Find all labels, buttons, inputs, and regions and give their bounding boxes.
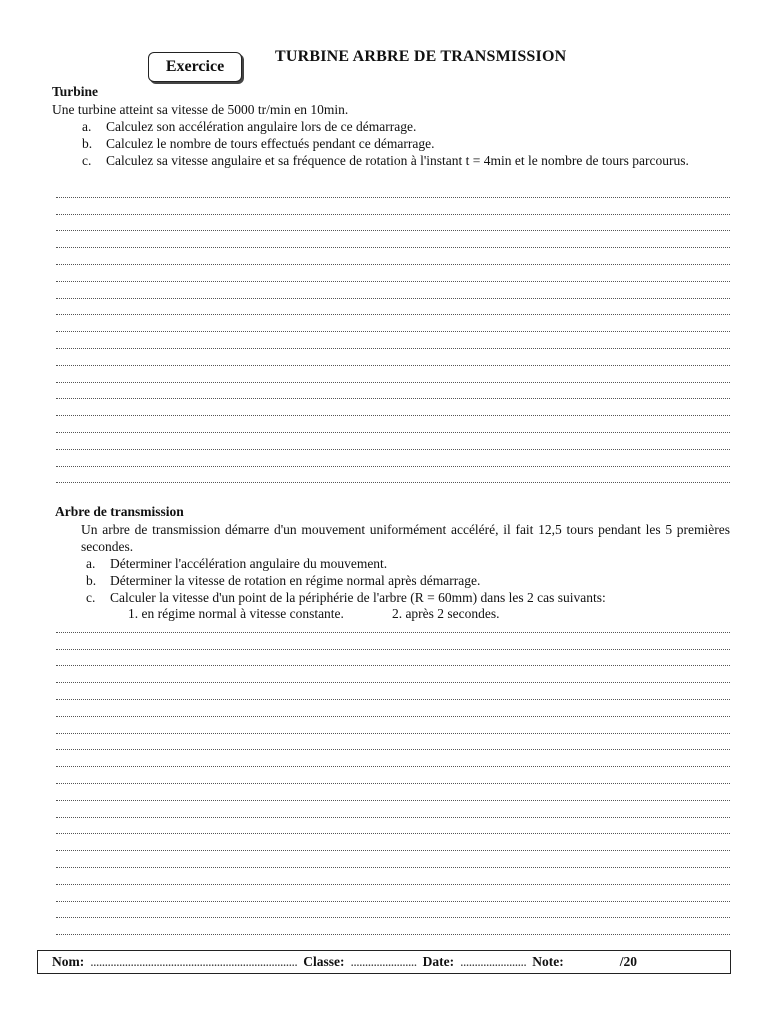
answer-line[interactable]: [56, 889, 730, 906]
section-arbre-questions: [86, 555, 730, 606]
answer-line[interactable]: [56, 252, 730, 269]
answer-line[interactable]: [56, 822, 730, 839]
question-text: Calculez son accélération angulaire lors de ce démarrage.: [106, 119, 417, 134]
answer-line[interactable]: [56, 788, 730, 805]
answer-line[interactable]: [56, 738, 730, 755]
answer-line[interactable]: [56, 269, 730, 286]
date-field[interactable]: .......................: [460, 954, 527, 969]
answer-line[interactable]: [56, 219, 730, 236]
question-marker: c.: [86, 590, 96, 605]
answer-line[interactable]: [56, 319, 730, 336]
name-field[interactable]: ........................................................................: [90, 954, 298, 969]
answer-line[interactable]: [56, 454, 730, 471]
answer-line[interactable]: [56, 286, 730, 303]
answer-line[interactable]: [56, 872, 730, 889]
answer-line[interactable]: [56, 620, 730, 637]
question-item: [82, 152, 730, 169]
sub-item: 2. après 2 secondes.: [391, 606, 500, 621]
answer-line[interactable]: [56, 906, 730, 923]
answer-line[interactable]: [56, 403, 730, 420]
page-title: TURBINE ARBRE DE TRANSMISSION: [275, 48, 567, 65]
question-text: Calculez sa vitesse angulaire et sa fréquence de rotation à l'instant t = 4min et le nombre de tours parcourus.: [106, 153, 689, 168]
section-arbre-heading: Arbre de transmission: [55, 504, 184, 519]
answer-line[interactable]: [56, 855, 730, 872]
class-field[interactable]: .......................: [350, 954, 417, 969]
answer-line[interactable]: [56, 303, 730, 320]
question-marker: b.: [86, 573, 97, 588]
question-item: [86, 589, 730, 606]
student-info-footer: [37, 950, 731, 974]
answer-line[interactable]: [56, 922, 730, 939]
question-item: [86, 555, 730, 572]
answer-line[interactable]: [56, 387, 730, 404]
turbine-answer-lines[interactable]: [56, 185, 730, 487]
section-turbine-heading: Turbine: [52, 84, 99, 99]
answer-line[interactable]: [56, 437, 730, 454]
answer-line[interactable]: [56, 336, 730, 353]
question-marker: a.: [86, 556, 96, 571]
section-arbre-intro: Un arbre de transmission démarre d'un mouvement uniformément accéléré, il fait 12,5 tours pendant les 5 premières secondes.: [81, 522, 730, 554]
question-text: Déterminer la vitesse de rotation en régime normal après démarrage.: [110, 573, 481, 588]
question-item: [82, 135, 730, 152]
answer-line[interactable]: [56, 353, 730, 370]
question-marker: c.: [82, 153, 92, 168]
date-label: Date:: [422, 954, 455, 969]
answer-line[interactable]: [56, 235, 730, 252]
question-text: Calculer la vitesse d'un point de la périphérie de l'arbre (R = 60mm) dans les 2 cas suivants:: [110, 590, 606, 605]
answer-line[interactable]: [56, 704, 730, 721]
grade-max: /20: [619, 954, 637, 969]
section-turbine-questions: [82, 118, 730, 169]
answer-line[interactable]: [56, 771, 730, 788]
exercice-badge-label: Exercice: [165, 58, 225, 75]
answer-line[interactable]: [56, 721, 730, 738]
arbre-answer-lines[interactable]: [56, 620, 730, 939]
answer-line[interactable]: [56, 838, 730, 855]
question-text: Déterminer l'accélération angulaire du mouvement.: [110, 556, 388, 571]
answer-line[interactable]: [56, 637, 730, 654]
class-label: Classe:: [303, 954, 345, 969]
question-marker: a.: [82, 119, 92, 134]
question-text: Calculez le nombre de tours effectués pendant ce démarrage.: [106, 136, 435, 151]
answer-line[interactable]: [56, 202, 730, 219]
answer-line[interactable]: [56, 185, 730, 202]
answer-line[interactable]: [56, 670, 730, 687]
exercice-badge: [148, 52, 242, 82]
grade-label: Note:: [532, 954, 564, 969]
question-marker: b.: [82, 136, 93, 151]
answer-line[interactable]: [56, 754, 730, 771]
question-item: [82, 118, 730, 135]
answer-line[interactable]: [56, 654, 730, 671]
answer-line[interactable]: [56, 370, 730, 387]
answer-line[interactable]: [56, 805, 730, 822]
name-label: Nom:: [52, 954, 85, 969]
answer-line[interactable]: [56, 420, 730, 437]
answer-line[interactable]: [56, 687, 730, 704]
section-turbine-intro: Une turbine atteint sa vitesse de 5000 tr/min en 10min.: [52, 102, 349, 117]
sub-item: 1. en régime normal à vitesse constante.: [128, 606, 344, 621]
answer-line[interactable]: [56, 471, 730, 488]
question-item: [86, 572, 730, 589]
